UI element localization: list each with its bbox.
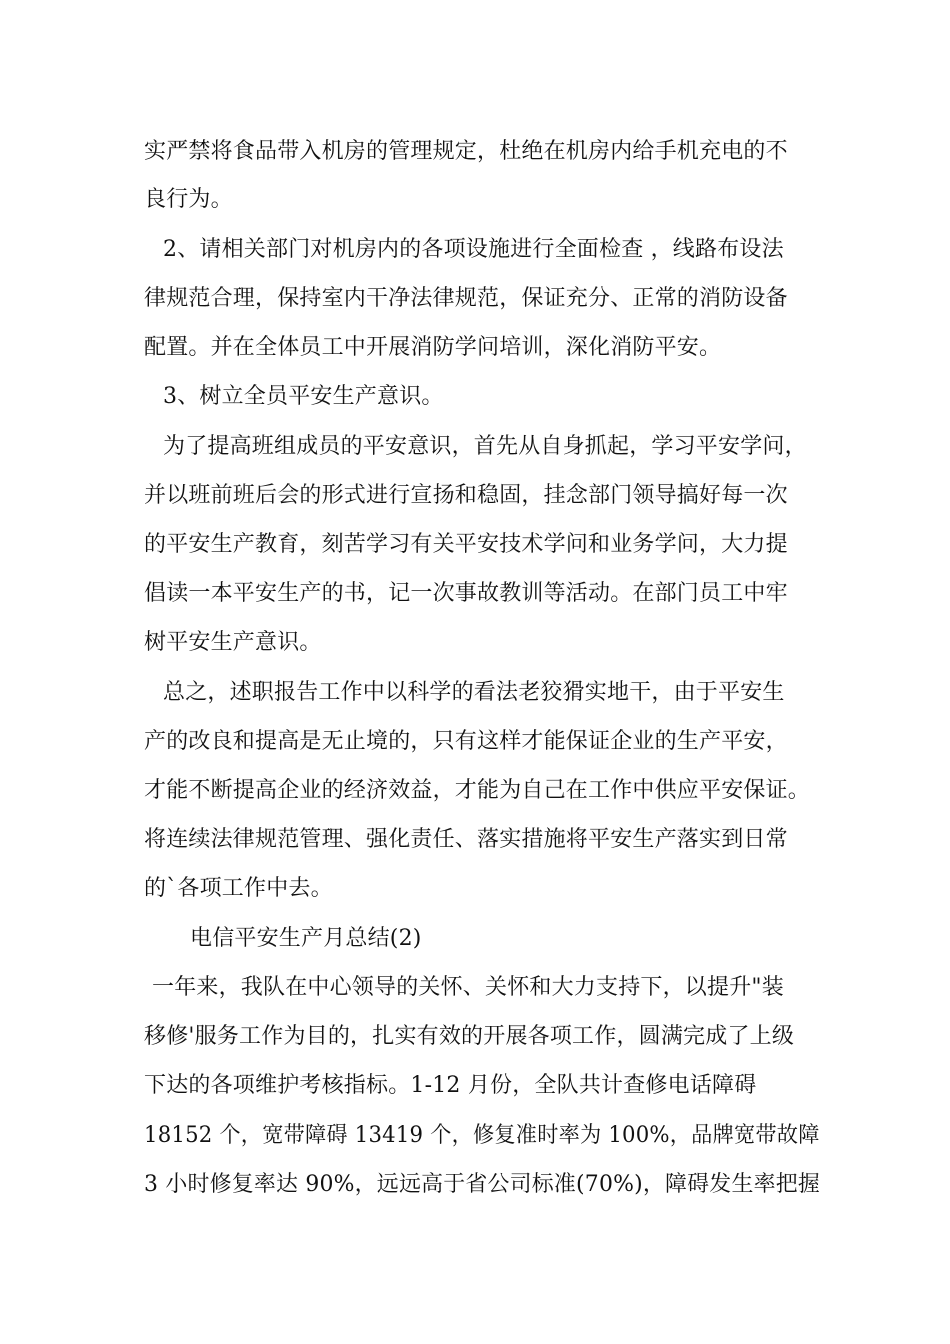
- paragraph-line: 良行为。: [144, 187, 233, 212]
- paragraph-line: 律规范合理，保持室内干净法律规范，保证充分、正常的消防设备: [144, 286, 788, 311]
- paragraph-line: 一年来，我队在中心领导的关怀、关怀和大力支持下，以提升"装: [152, 975, 784, 1000]
- paragraph-line: 产的改良和提高是无止境的，只有这样才能保证企业的生产平安，: [144, 729, 788, 754]
- paragraph-line: 移修'服务工作为目的，扎实有效的开展各项工作，圆满完成了上级: [144, 1024, 795, 1049]
- paragraph-line: 将连续法律规范管理、强化责任、落实措施将平安生产落实到日常: [144, 827, 788, 852]
- paragraph-line: 配置。并在全体员工中开展消防学问培训，深化消防平安。: [144, 335, 722, 360]
- list-item-line: 3、树立全员平安生产意识。: [163, 384, 444, 409]
- list-item-line: 2、请相关部门对机房内的各项设施进行全面检查 ，线路布设法: [163, 237, 784, 262]
- paragraph-line: 总之，述职报告工作中以科学的看法老狡猾实地干，由于平安生: [163, 680, 785, 705]
- paragraph-line: 的`各项工作中去。: [144, 876, 333, 901]
- paragraph-line: 倡读一本平安生产的书，记一次事故教训等活动。在部门员工中牢: [144, 581, 788, 606]
- paragraph-line: 3 小时修复率达 90%，远远高于省公司标准(70%)，障碍发生率把握: [144, 1172, 820, 1197]
- paragraph-line: 才能不断提高企业的经济效益，才能为自己在工作中供应平安保证。: [144, 778, 811, 803]
- section-heading: 电信平安生产月总结(2): [190, 926, 422, 951]
- paragraph-line: 树平安生产意识。: [144, 630, 322, 655]
- paragraph-line: 为了提高班组成员的平安意识，首先从自身抓起，学习平安学问，: [163, 434, 807, 459]
- paragraph-line: 下达的各项维护考核指标。1-12 月份，全队共计查修电话障碍: [144, 1073, 757, 1098]
- paragraph-line: 18152 个，宽带障碍 13419 个，修复准时率为 100%，品牌宽带故障: [144, 1123, 820, 1148]
- paragraph-line: 并以班前班后会的形式进行宣扬和稳固，挂念部门领导搞好每一次: [144, 483, 788, 508]
- paragraph-line: 实严禁将食品带入机房的管理规定，杜绝在机房内给手机充电的不: [144, 139, 788, 164]
- paragraph-line: 的平安生产教育，刻苦学习有关平安技术学问和业务学问，大力提: [144, 532, 788, 557]
